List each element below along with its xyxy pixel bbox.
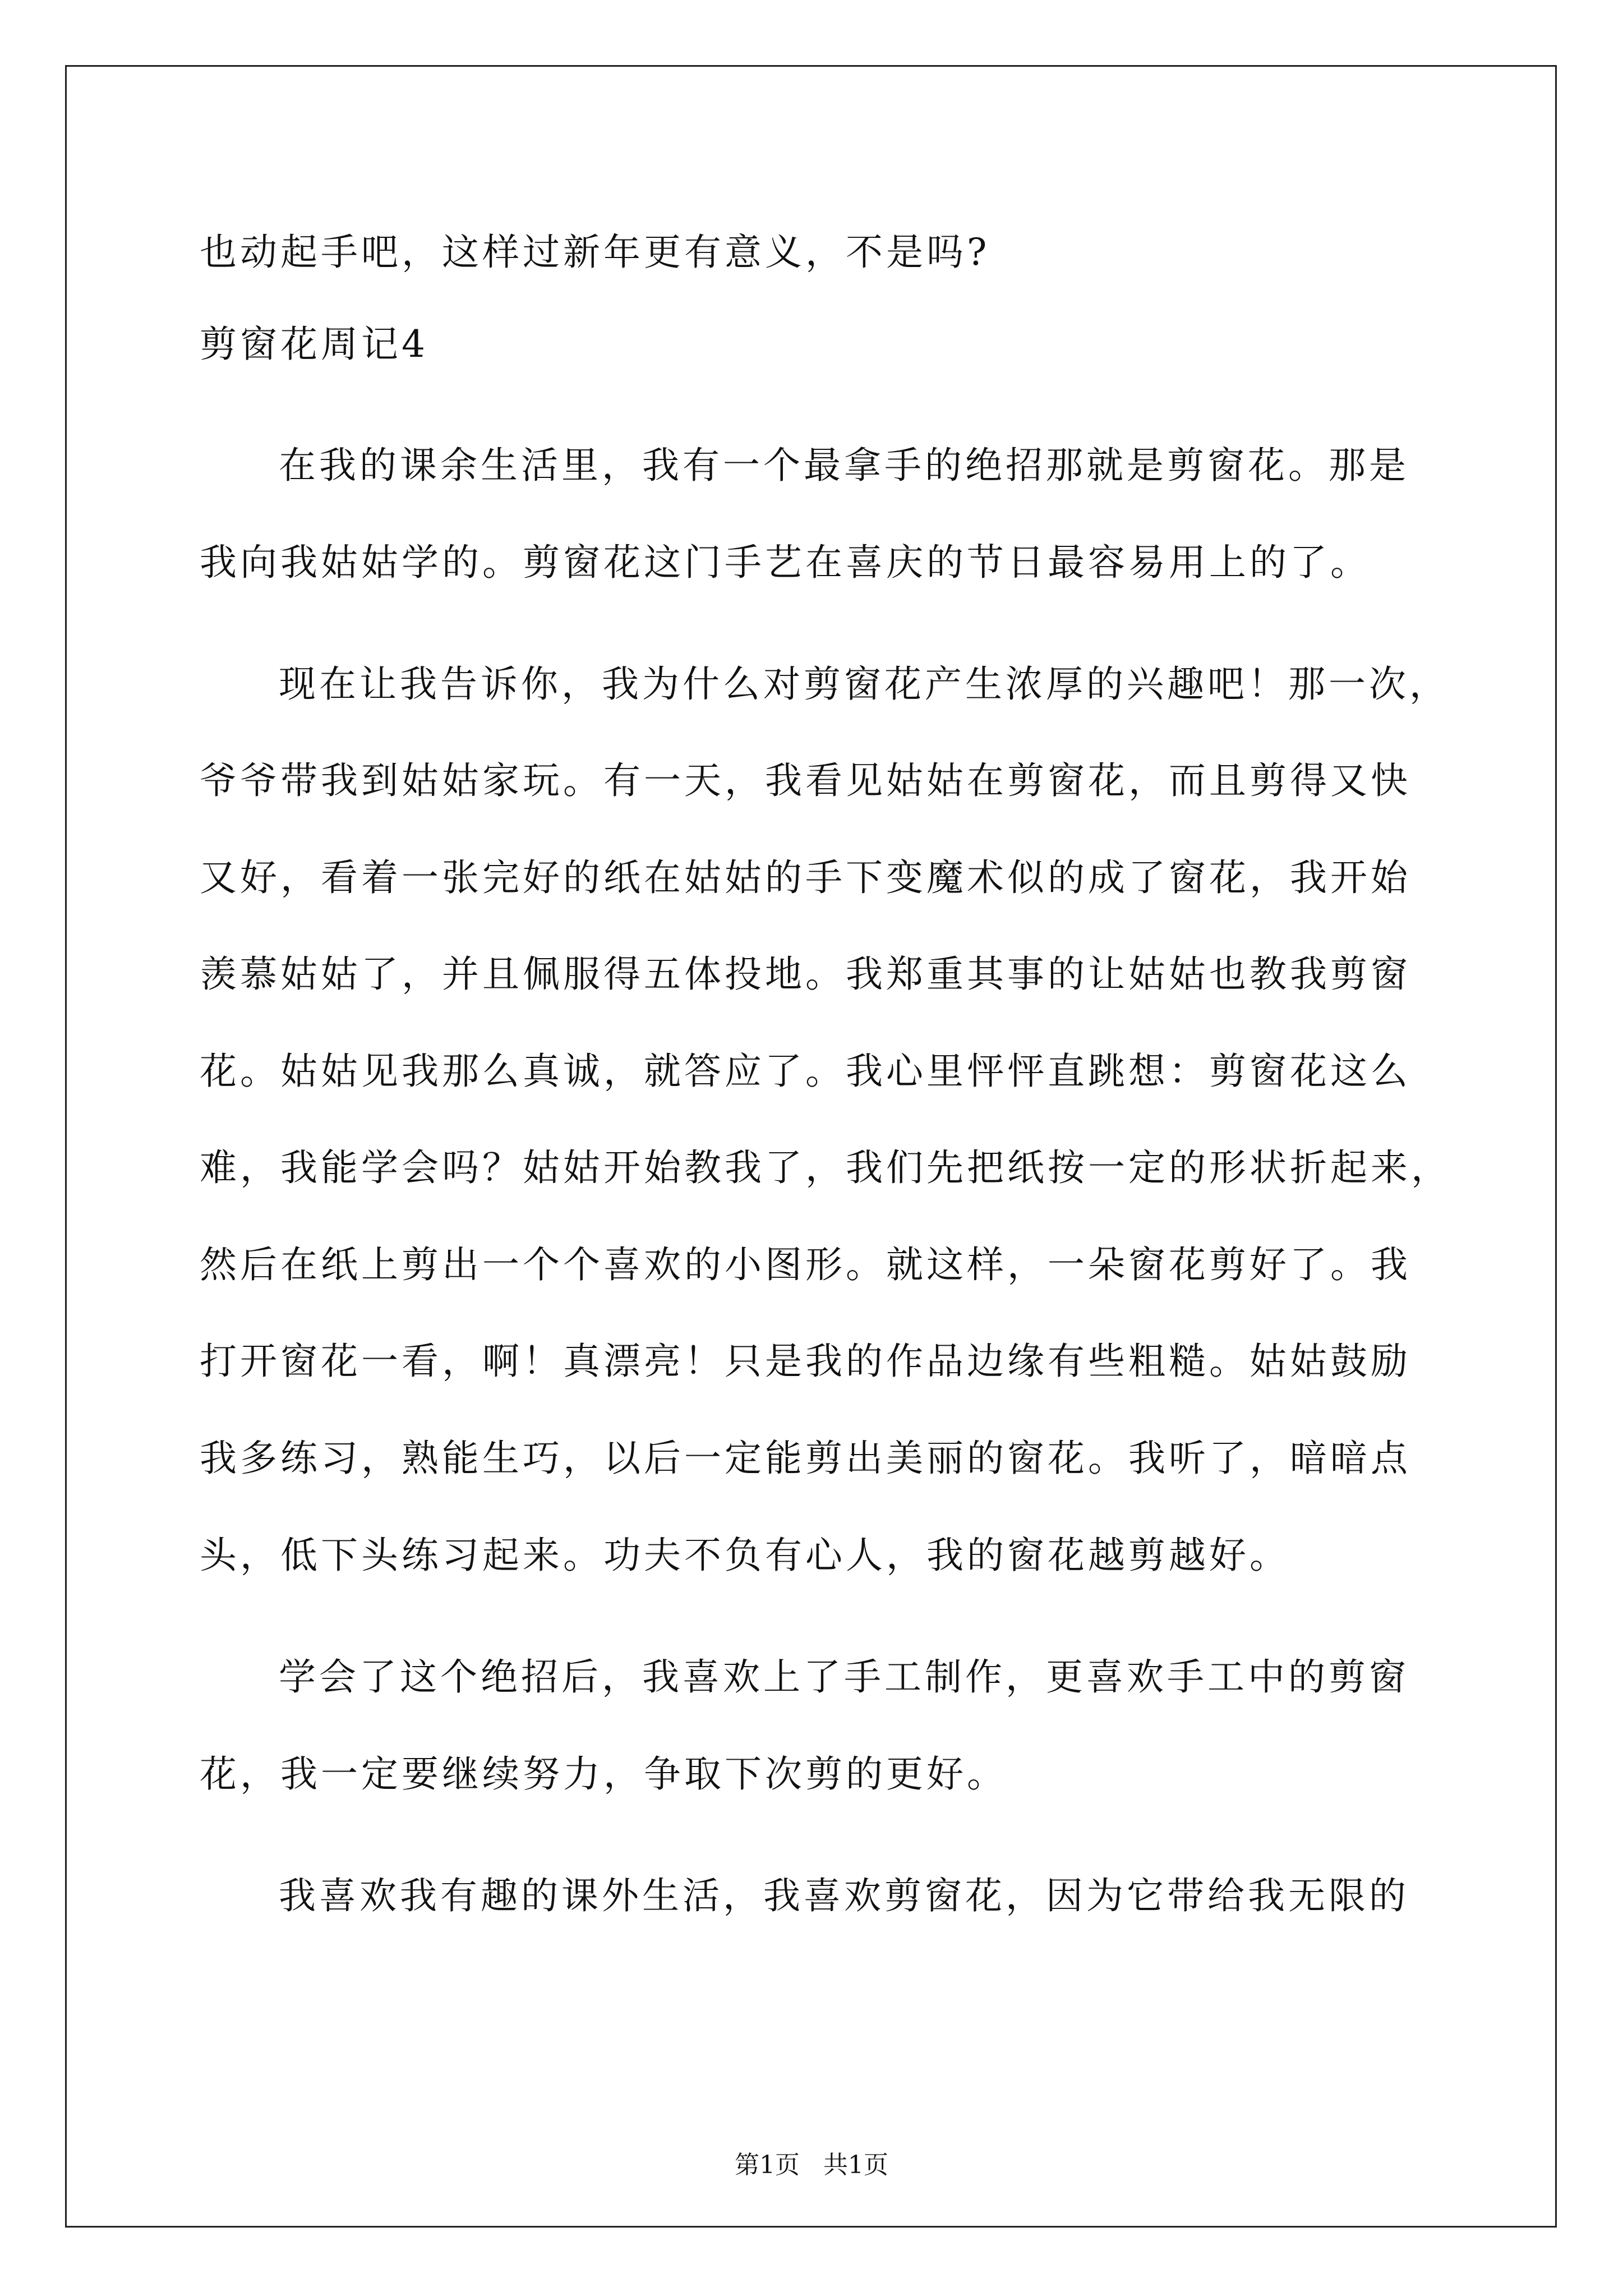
text-line-15: 学会了这个绝招后，我喜欢上了手工制作，更喜欢手工中的剪窗 xyxy=(279,1655,1409,1699)
text-line-17: 我喜欢我有趣的课外生活，我喜欢剪窗花，因为它带给我无限的 xyxy=(279,1874,1409,1917)
text-line-16: 花，我一定要继续努力，争取下次剪的更好。 xyxy=(200,1752,1007,1796)
text-line-11: 然后在纸上剪出一个个喜欢的小图形。就这样，一朵窗花剪好了。我 xyxy=(200,1243,1411,1286)
text-line-12: 打开窗花一看，啊！真漂亮！只是我的作品边缘有些粗糙。姑姑鼓励 xyxy=(200,1340,1411,1383)
text-line-5: 现在让我告诉你，我为什么对剪窗花产生浓厚的兴趣吧！那一次， xyxy=(279,662,1450,706)
text-line-6: 爷爷带我到姑姑家玩。有一天，我看见姑姑在剪窗花，而且剪得又快 xyxy=(200,759,1411,802)
text-line-4: 我向我姑姑学的。剪窗花这门手艺在喜庆的节日最容易用上的了。 xyxy=(200,541,1371,584)
text-line-14: 头，低下头练习起来。功夫不负有心人，我的窗花越剪越好。 xyxy=(200,1534,1290,1577)
text-line-7: 又好，看着一张完好的纸在姑姑的手下变魔术似的成了窗花，我开始 xyxy=(200,856,1411,899)
section-heading: 剪窗花周记4 xyxy=(200,323,428,366)
text-line-10: 难，我能学会吗？姑姑开始教我了，我们先把纸按一定的形状折起来， xyxy=(200,1146,1451,1189)
text-line-1: 也动起手吧，这样过新年更有意义，不是吗? xyxy=(200,231,990,274)
text-line-3: 在我的课余生活里，我有一个最拿手的绝招那就是剪窗花。那是 xyxy=(279,444,1409,487)
text-line-8: 羡慕姑姑了，并且佩服得五体投地。我郑重其事的让姑姑也教我剪窗 xyxy=(200,953,1411,996)
text-line-13: 我多练习，熟能生巧，以后一定能剪出美丽的窗花。我听了，暗暗点 xyxy=(200,1437,1411,1480)
page-footer: 第1页 共1页 xyxy=(735,2151,888,2179)
text-line-9: 花。姑姑见我那么真诚，就答应了。我心里怦怦直跳想：剪窗花这么 xyxy=(200,1050,1411,1093)
